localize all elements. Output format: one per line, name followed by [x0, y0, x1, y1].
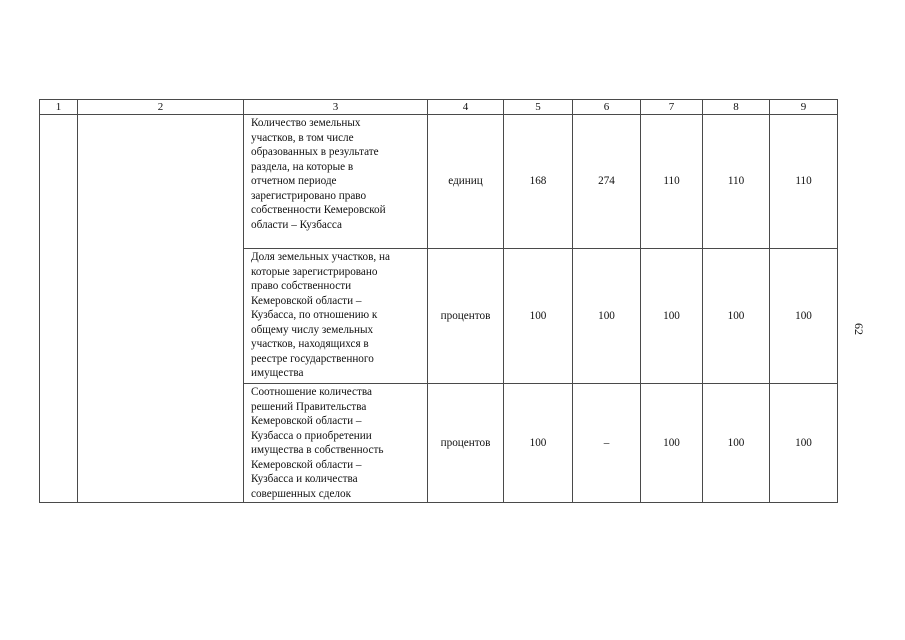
value-cell-col8: 100: [727, 309, 745, 322]
column-header-2: 2: [157, 101, 164, 113]
column-header-6: 6: [603, 101, 610, 113]
column-header-8: 8: [733, 101, 739, 113]
column-header-9: 9: [800, 101, 807, 113]
column-header-3: 3: [332, 101, 339, 113]
value-cell-col6: –: [603, 436, 610, 449]
column-header-4: 4: [462, 101, 469, 113]
unit-cell: единиц: [448, 175, 483, 188]
column-header-7: 7: [668, 101, 675, 113]
page-number: 62: [852, 323, 866, 335]
table-border-left: [39, 99, 40, 503]
value-cell-col5: 168: [529, 175, 547, 188]
value-cell-col5: 100: [529, 436, 547, 449]
value-cell-col5: 100: [529, 309, 547, 322]
value-cell-col6: 274: [598, 175, 615, 188]
unit-cell: процентов: [440, 309, 491, 322]
indicator-land-plots-share: Доля земельных участков, на которые зарегистрировано право собственности Кемеровской области – Кузбасса, по отношению к общему числу земельных участков, находящихся в реестре государственного имущества: [251, 251, 390, 379]
value-cell-col8: 100: [727, 436, 745, 449]
column-header-5: 5: [535, 101, 541, 113]
table-border-bottom: [39, 502, 838, 503]
table-border-right: [837, 99, 838, 503]
column-header-1: 1: [55, 101, 62, 113]
value-cell-col9: 110: [795, 175, 812, 188]
indicator-land-plots-count: Количество земельных участков, в том числе образованных в результате раздела, на которые в отчетном периоде зарегистрировано право собственности Кемеровской области – Кузбасса: [251, 117, 386, 231]
value-cell-col8: 110: [727, 175, 745, 188]
value-cell-col7: 100: [663, 309, 680, 322]
value-cell-col7: 110: [663, 175, 680, 188]
value-cell-col7: 100: [663, 436, 680, 449]
column-divider-1: [77, 99, 78, 503]
value-cell-col9: 100: [795, 436, 812, 449]
value-cell-col6: 100: [598, 309, 615, 322]
value-cell-col9: 100: [795, 309, 812, 322]
indicator-decisions-ratio: Соотношение количества решений Правительства Кемеровской области – Кузбасса о приобретении имущества в собственность Кемеровской области – Кузбасса и количества совершенных сделок: [251, 386, 384, 500]
unit-cell: процентов: [440, 436, 491, 449]
